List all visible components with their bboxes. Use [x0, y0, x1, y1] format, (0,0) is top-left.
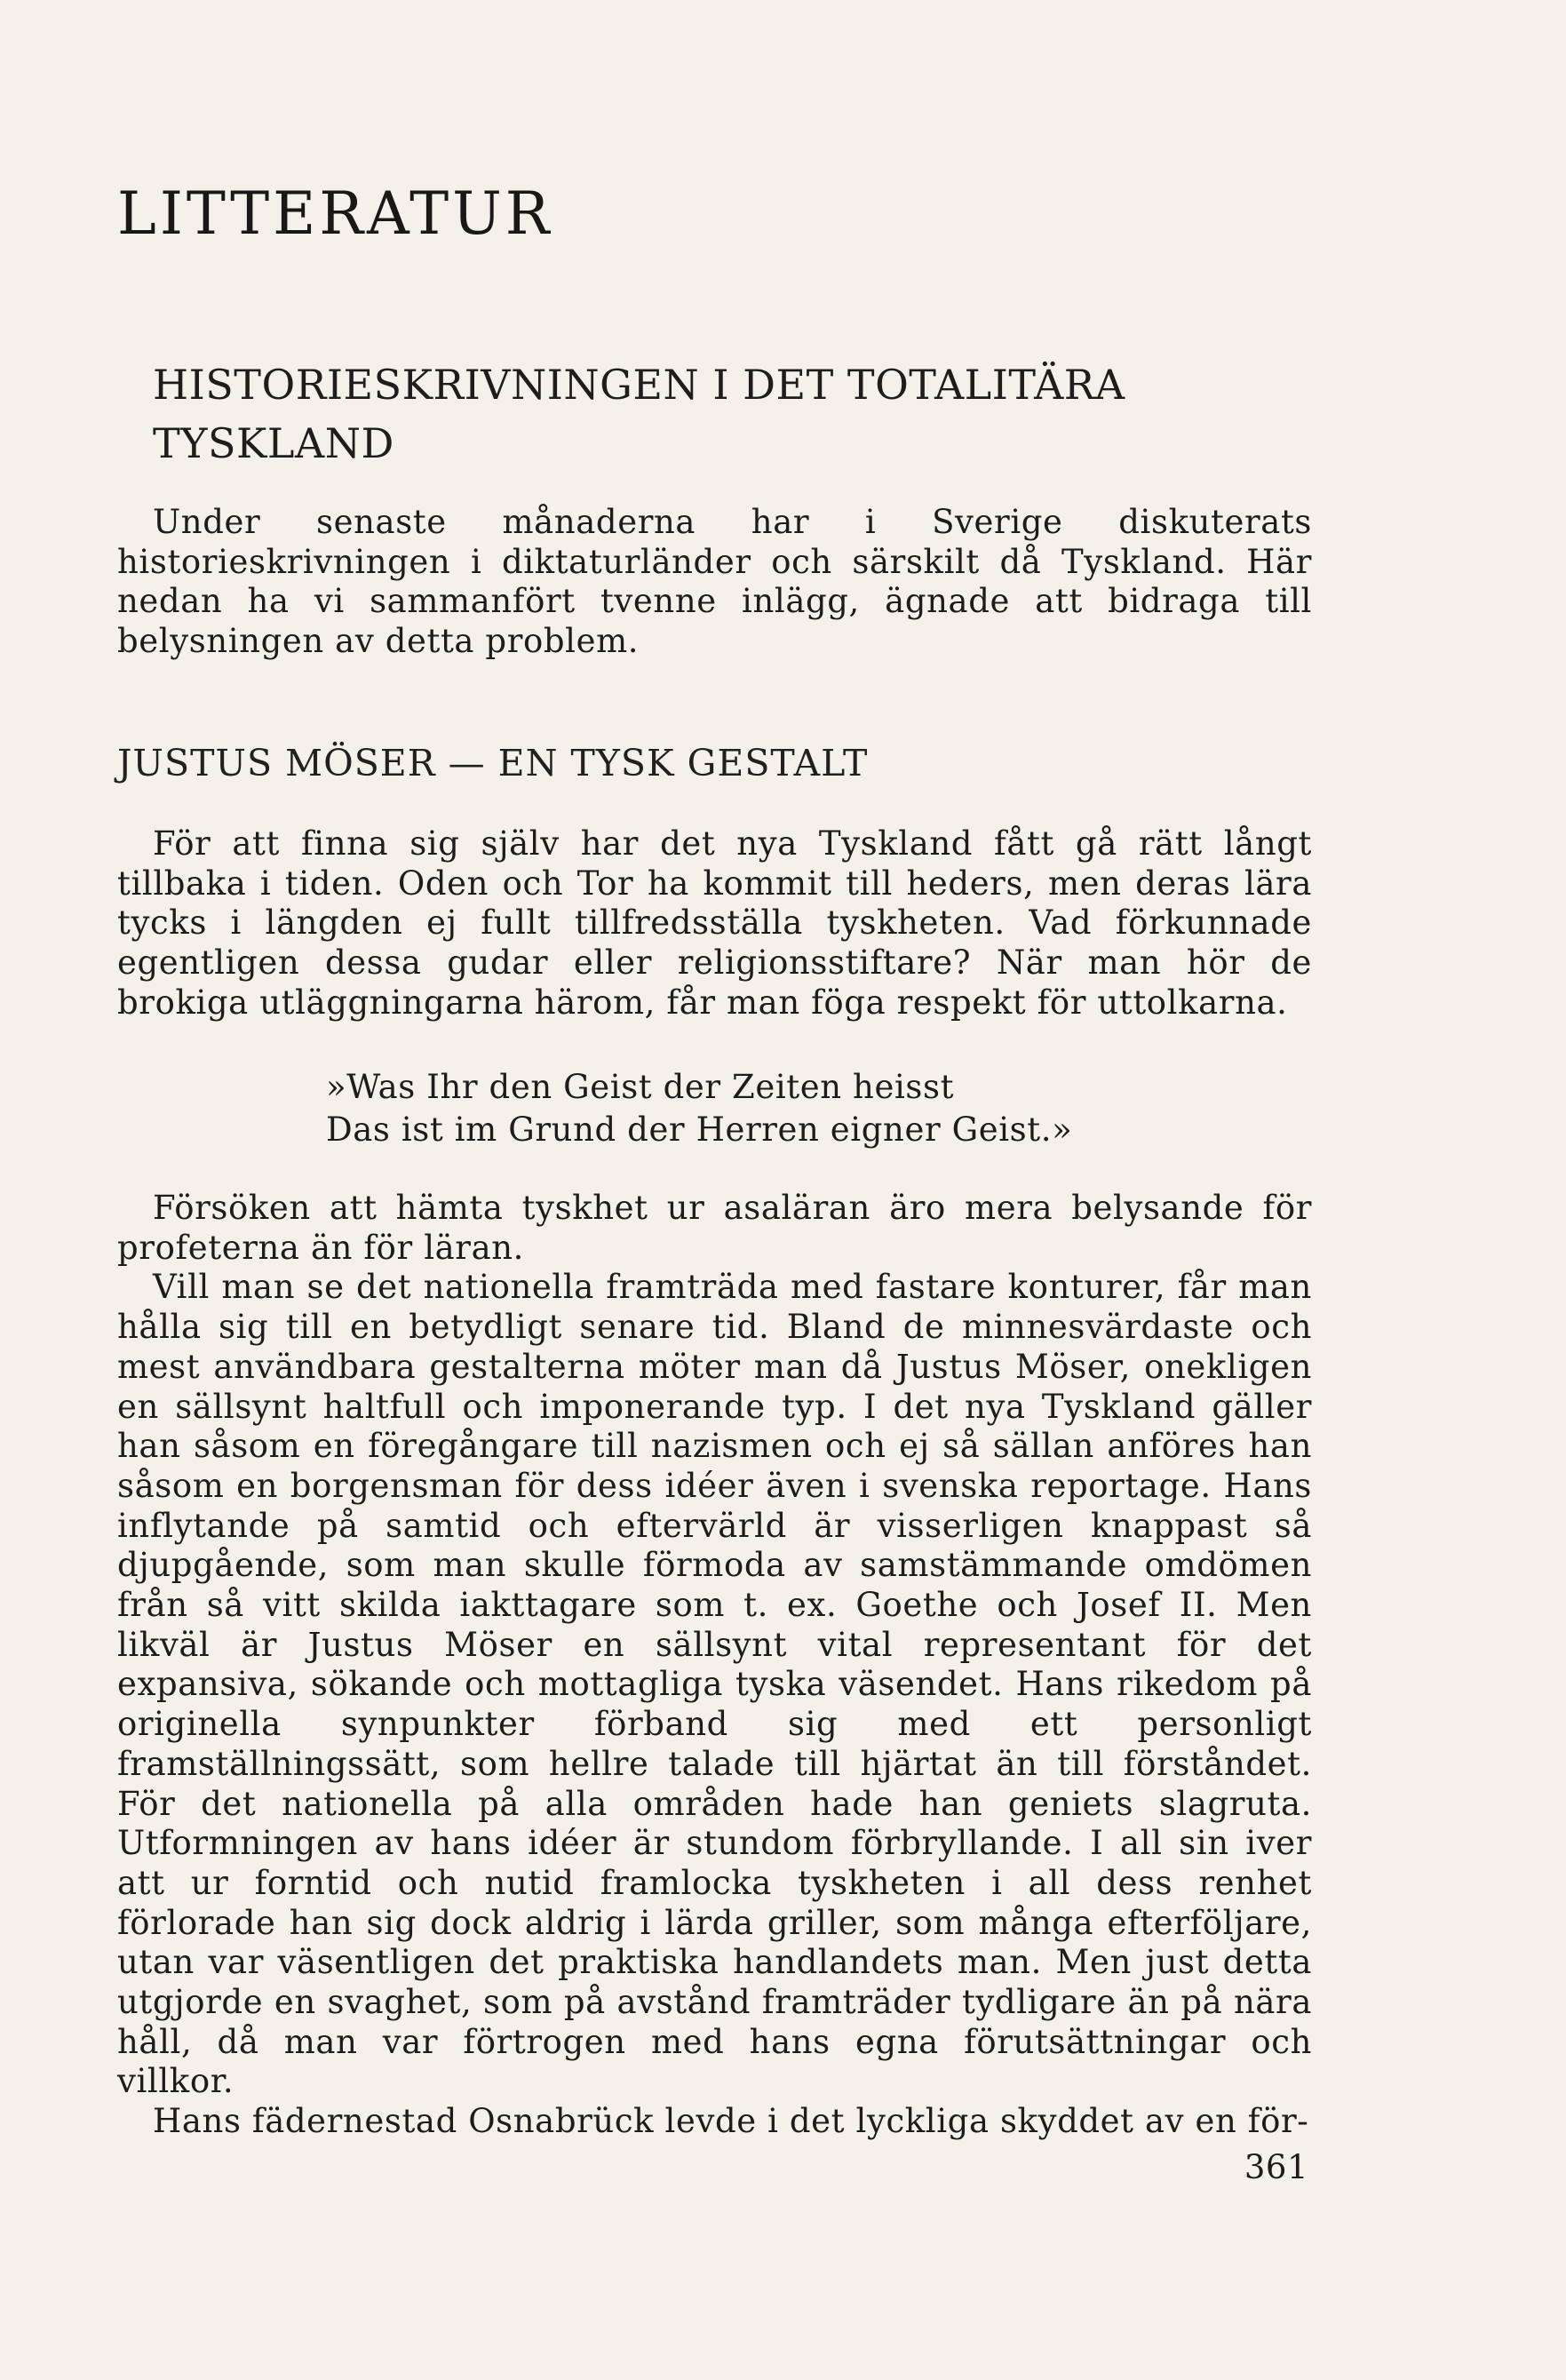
- quote-line-2: Das ist im Grund der Herren eigner Geist.»: [326, 1110, 1073, 1149]
- intro-paragraph: Under senaste månaderna har i Sverige diskuterats historieskrivningen i diktaturländer och särskilt då Tyskland. Här nedan ha vi sammanfört tvenne inlägg, ägnade att bidraga till belysningen av detta problem.: [117, 503, 1312, 660]
- body-paragraph-4: Hans fädernestad Osnabrück levde i det lyckliga skyddet av en för-: [153, 2102, 1309, 2141]
- body-paragraph-1: För att finna sig själv har det nya Tyskland fått gå rätt långt tillbaka i tiden. Oden och Tor ha kommit till heders, men deras lära tycks i längden ej fullt tillfredsställa tyskheten. Vad förkunnade egentligen dessa gudar eller religionsstiftare? När man hör de brokiga utläggningarna härom, får man föga respekt för uttolkarna.: [117, 824, 1312, 1022]
- article-title: HISTORIESKRIVNINGEN I DET TOTALITÄRA TYSKLAND: [153, 361, 1125, 467]
- body-paragraph-2: Försöken att hämta tyskhet ur asaläran äro mera belysande för profeterna än för läran.: [117, 1189, 1312, 1267]
- quote-block: [326, 1066, 1072, 1151]
- quote-line-1: »Was Ihr den Geist der Zeiten heisst: [326, 1068, 955, 1106]
- body-paragraph-3: Vill man se det nationella framträda med fastare konturer, får man hålla sig till en betydligt senare tid. Bland de minnesvärdaste och mest användbara gestalterna möter man då Justus Möser, onekligen en sällsynt haltfull och imponerande typ. I det nya Tyskland gäller han såsom en föregångare till nazismen och ej så sällan anföres han såsom en borgensman för dess idéer även i svenska reportage. Hans inflytande på samtid och eftervärld är visserligen knappast så djupgående, som man skulle förmoda av samstämmande omdömen från så vitt skilda iakttagare som t. ex. Goethe och Josef II. Men likväl är Justus Möser en sällsynt vital representant för det expansiva, sökande och mottagliga tyska väsendet. Hans rikedom på originella synpunkter förband sig med ett personligt framställningssätt, som hellre talade till hjärtat än till förståndet. För det nationella på alla områden hade han geniets slagruta. Utformningen av hans idéer är stundom förbryllande. I all sin iver att ur forntid och nutid framlocka tyskheten i all dess renhet förlorade han sig dock aldrig i lärda griller, som många efterföljare, utan var väsentligen det praktiska handlandets man. Men just detta utgjorde en svaghet, som på avstånd framträder tydligare än på nära håll, då man var förtrogen med hans egna förutsättningar och villkor.: [117, 1268, 1312, 2101]
- page-number: 361: [1244, 2148, 1308, 2186]
- body-block: [117, 1189, 1312, 2142]
- section-title: LITTERATUR: [117, 179, 553, 248]
- subsection-title: JUSTUS MÖSER — EN TYSK GESTALT: [117, 742, 869, 784]
